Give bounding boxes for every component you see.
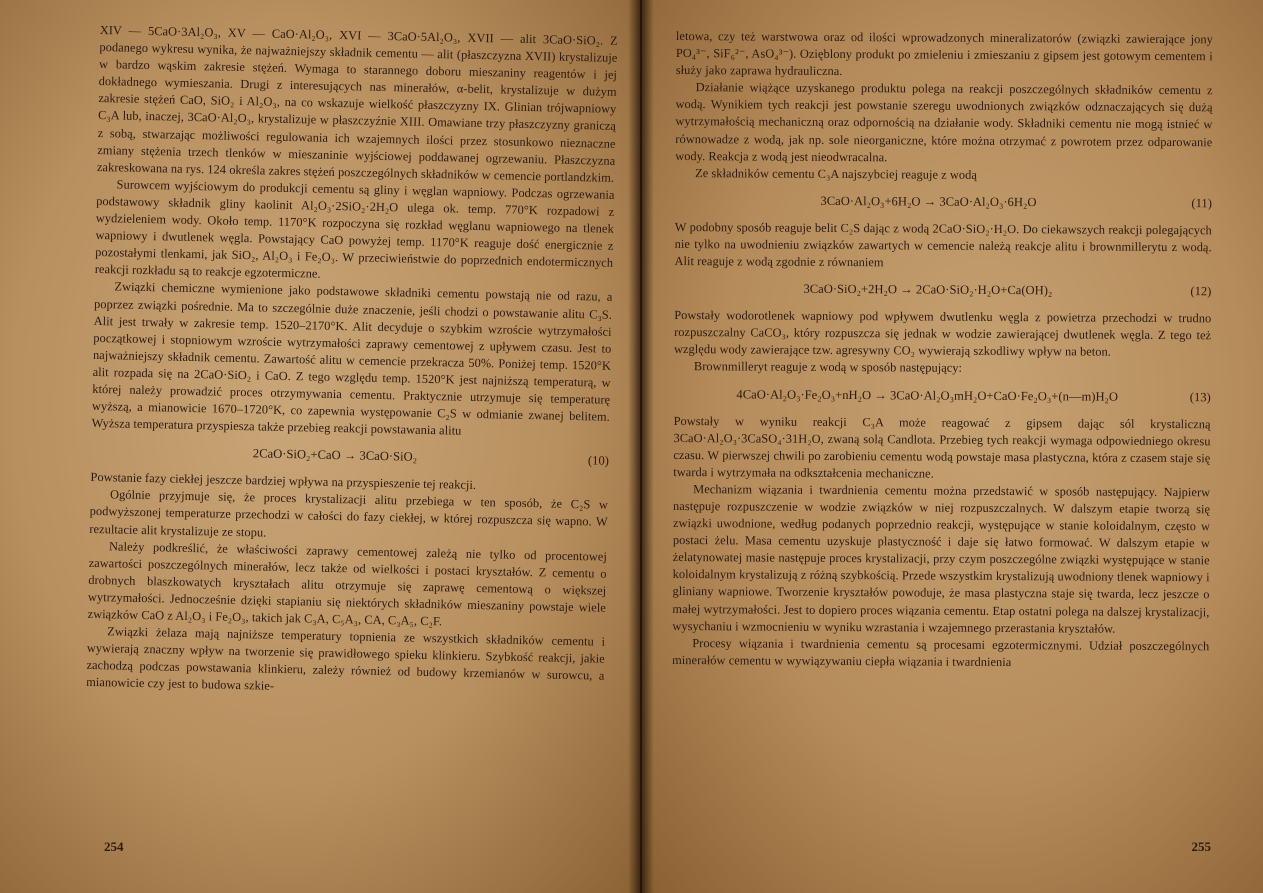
equation-11	[675, 192, 1212, 212]
paragraph: Mechanizm wiązania i twardnienia cementu można przedstawić w sposób następujący. Najpierw następuje rozpuszczenie w wodzie związków w niej rozpuszczalnych. W dalszym etapie tworzą się związki uwodnione, według podanych poprzednio reakcji, występujące w stanie koloidalnym, często w postaci żelu. Masa cementu uzyskuje plastyczność i daje się łatwo formować. W dalszym etapie w żelatynowatej masie następuje proces krystalizacji, przy czym poszczególne związki występujące w stanie koloidalnym krystalizują z różną szybkością. Przede wszystkim krystalizują uwodniony tlenek wapniowy i gliniany wapniowe. Tworzenie kryształów powoduje, że masa plastyczna staje się twarda, lecz jeszcze o małej wytrzymałości. Jest to dopiero proces wiązania cementu. Etap ostatni polega na dalszej krystalizacji, wysychaniu i wzmocnieniu w wyniku wzrastania i wzajemnego przerastania kryształów.	[672, 481, 1211, 636]
equation-10	[91, 442, 609, 470]
paragraph: Powstały w wyniku reakcji C₃A może reagować z gipsem dając sól krystaliczną 3CaO·Al₂O₃·3CaSO₄·31H₂O, zwaną solą Candlota. Przebieg tych reakcji wymaga odpowiedniego okresu czasu. W pierwszej chwili po zarobieniu cementu wodą powstaje masa plastyczna, która z czasem staje się twarda i wytrzymała na odkształcenia mechaniczne.	[673, 413, 1211, 481]
right-page-text	[672, 28, 1213, 672]
right-page	[642, 0, 1263, 893]
equation-12	[674, 280, 1211, 300]
paragraph: Powstały wodorotlenek wapniowy pod wpływem dwutlenku węgla z powietrza przechodzi w trudno rozpuszczalny CaCO₃, który rozpuszcza się jednak w wodzie zawierającej dwutlenek węgla. Z tego też względu wody zawierające tzw. agresywny CO₂ wywierają szkodliwy wpływ na beton.	[673, 308, 1212, 359]
paragraph: XIV — 5CaO·3Al₂O₃, XV — CaO·Al₂O₃, XVI — 3CaO·5Al₂O₃, XVII — alit 3CaO·SiO₂. Z podanego wykresu wynika, że najważniejszy składnik cementu — alit (płaszczyzna XVII) krystalizuje w bardzo wąskim zakresie stężeń. Wymaga to starannego doboru mieszaniny reagentów i jej dokładnego wymieszania. Drugi z interesujących nas minerałów, α-belit, krystalizuje w dużym zakresie stężeń CaO, SiO₂ i Al₂O₃, na co wskazuje wielkość płaszczyzny IX. Glinian trójwapniowy C₃A lub, inaczej, 3CaO·Al₂O₃, krystalizuje w płaszczyźnie XIII. Omawiane trzy płaszczyzny graniczą z sobą, stwarzając możliwości regulowania ich wzajemnych ilości przez stosunkowo nieznaczne zmiany stężenia trzech tlenków w mieszaninie wyjściowej poddawanej ogrzewaniu. Płaszczyzna zakreskowana na rys. 124 określa zakres stężeń poszczególnych składników w cemencie portlandzkim.	[96, 22, 618, 185]
paragraph: Procesy wiązania i twardnienia cementu są procesami egzotermicznymi. Udział poszczególnych minerałów cementu w wywiązywaniu ciepła wiązania i twardnienia	[672, 635, 1210, 669]
equation-number: (13)	[1189, 389, 1211, 404]
left-page-text	[86, 22, 618, 702]
paragraph: letowa, czy też warstwowa oraz od ilości wprowadzonych mineralizatorów (związki zawierające jony PO₄³⁻, SiF₆²⁻, AsO₄³⁻). Ozięblony produkt po zmieleniu i zmieszaniu z gipsem jest gotowym cementem i służy jako zaprawa hydrauliczna.	[675, 28, 1213, 79]
paragraph: Ze składników cementu C₃A najszybciej reaguje z wodą	[695, 165, 977, 182]
paragraph: Należy podkreślić, że właściwości zaprawy cementowej zależą nie tylko od procentowej zawartości poszczególnych minerałów, lecz także od wielkości i postaci kryształów. Z cementu o drobnych blaszkowatych kryształach alitu otrzymuje się zaprawę cementową o większej wytrzymałości. Jednocześnie dzięki stapianiu się niektórych składników mieszaniny powstaje wiele związków CaO z Al₂O₃ i Fe₂O₃, takich jak C₃A, C₅A₃, CA, C₃A₅, C₂F.	[87, 538, 608, 629]
equation-13	[674, 385, 1211, 405]
equation-formula: 4CaO·Al₂O₃·Fe₂O₃+nH₂O → 3CaO·Al₂O₃mH₂O+CaO·Fe₂O₃+(n—m)H₂O	[736, 386, 1119, 404]
page-number: 254	[104, 839, 124, 854]
paragraph: Działanie wiążące uzyskanego produktu polega na reakcji poszczególnych składników cementu z wodą. Wynikiem tych reakcji jest powstanie szeregu uwodnionych związków odznaczających się dużą wytrzymałością mechaniczną oraz odpornością na działanie wody. Składniki cementu nie mogą istnieć w równowadze z wodą, jak np. sole nieorganiczne, które można otrzymać z powrotem przez odparowanie wody. Reakcja z wodą jest nieodwracalna.	[675, 80, 1213, 164]
paragraph: Ogólnie przyjmuje się, że proces krystalizacji alitu przebiega w ten sposób, że C₂S w podwyższonej temperaturze przechodzi w całości do fazy ciekłej, w której rozpuszcza się wapno. W rezultacie alit krystalizuje ze stopu.	[89, 487, 609, 540]
paragraph: W podobny sposób reaguje belit C₂S dając z wodą 2CaO·SiO₂·H₂O. Do ciekawszych reakcji polegających nie tylko na uwodnieniu związków zawartych w cemencie należą reakcje alitu i brownmillerytu z wodą. Alit reaguje z wodą zgodnie z równaniem	[674, 219, 1212, 270]
equation-formula: 2CaO·SiO₂+CaO → 3CaO·SiO₂	[252, 446, 418, 464]
book-gutter	[628, 0, 654, 893]
page-number: 255	[1191, 839, 1211, 854]
equation-number: (12)	[1190, 284, 1212, 299]
equation-number: (10)	[587, 453, 610, 469]
paragraph: Powstanie fazy ciekłej jeszcze bardziej wpływa na przyspieszenie tej reakcji.	[90, 470, 477, 493]
paragraph: Brownmilleryt reaguje z wodą w sposób następujący:	[693, 359, 963, 376]
equation-number: (11)	[1191, 195, 1212, 211]
equation-formula: 3CaO·Al₂O₃+6H₂O → 3CaO·Al₂O₃·6H₂O	[820, 193, 1037, 210]
paragraph: Związki chemiczne wymienione jako podstawowe składniki cementu powstają nie od razu, a poprzez związki pośrednie. Ma to szczególnie duże znaczenie, jeśli chodzi o powstawanie alitu C₃S. Alit jest trwały w zakresie temp. 1520–2170°K. Alit decyduje o szybkim wzroście wytrzymałości początkowej i stopniowym wzroście wytrzymałości zaprawy cementowej z upływem czasu. Jest to najważniejszy składnik cementu. Zawartość alitu w cemencie przekracza 50%. Poniżej temp. 1520°K alit rozpada się na 2CaO·SiO₂ i CaO. Z tego względu temp. 1520°K jest najniższą temperaturą, w której należy prowadzić proces otrzymywania cementu. Praktycznie utrzymuje się temperaturę wyższą, a mianowicie 1670–1720°K, co zapewnia występowanie C₂S w odmianie zwanej belitem. Wyższa temperatura przyspiesza także przebieg reakcji powstawania alitu	[91, 279, 613, 438]
paragraph: Surowcem wyjściowym do produkcji cementu są gliny i węglan wapniowy. Podczas ogrzewania podstawowy składnik gliny kaolinit Al₂O₃·2SiO₂·2H₂O ulega ok. temp. 770°K rozpadowi z wydzieleniem wody. Około temp. 1170°K rozpoczyna się rozkład węglanu wapniowego na tlenek wapniowy i dwutlenek węgla. Powstający CaO powyżej temp. 1170°K reaguje dość energicznie z pozostałymi tlenkami, jak SiO₂, Al₂O₃ i Fe₂O₃. W przeciwieństwie do poprzednich endotermicznych reakcji rozkładu są to reakcje egzotermiczne.	[94, 177, 615, 281]
equation-formula: 3CaO·SiO₂+2H₂O → 2CaO·SiO₂·H₂O+Ca(OH)₂	[803, 281, 1053, 298]
paragraph: Związki żelaza mają najniższe temperatury topnienia ze wszystkich składników cementu i wywierają znaczny wpływ na tworzenie się prawidłowego spieku klinkieru. Szybkość reakcji, jakie zachodzą podczas powstawania klinkieru, zależy również od budowy krzemianów w surowcu, a mianowicie czy jest to budowa szkie-	[86, 624, 606, 694]
